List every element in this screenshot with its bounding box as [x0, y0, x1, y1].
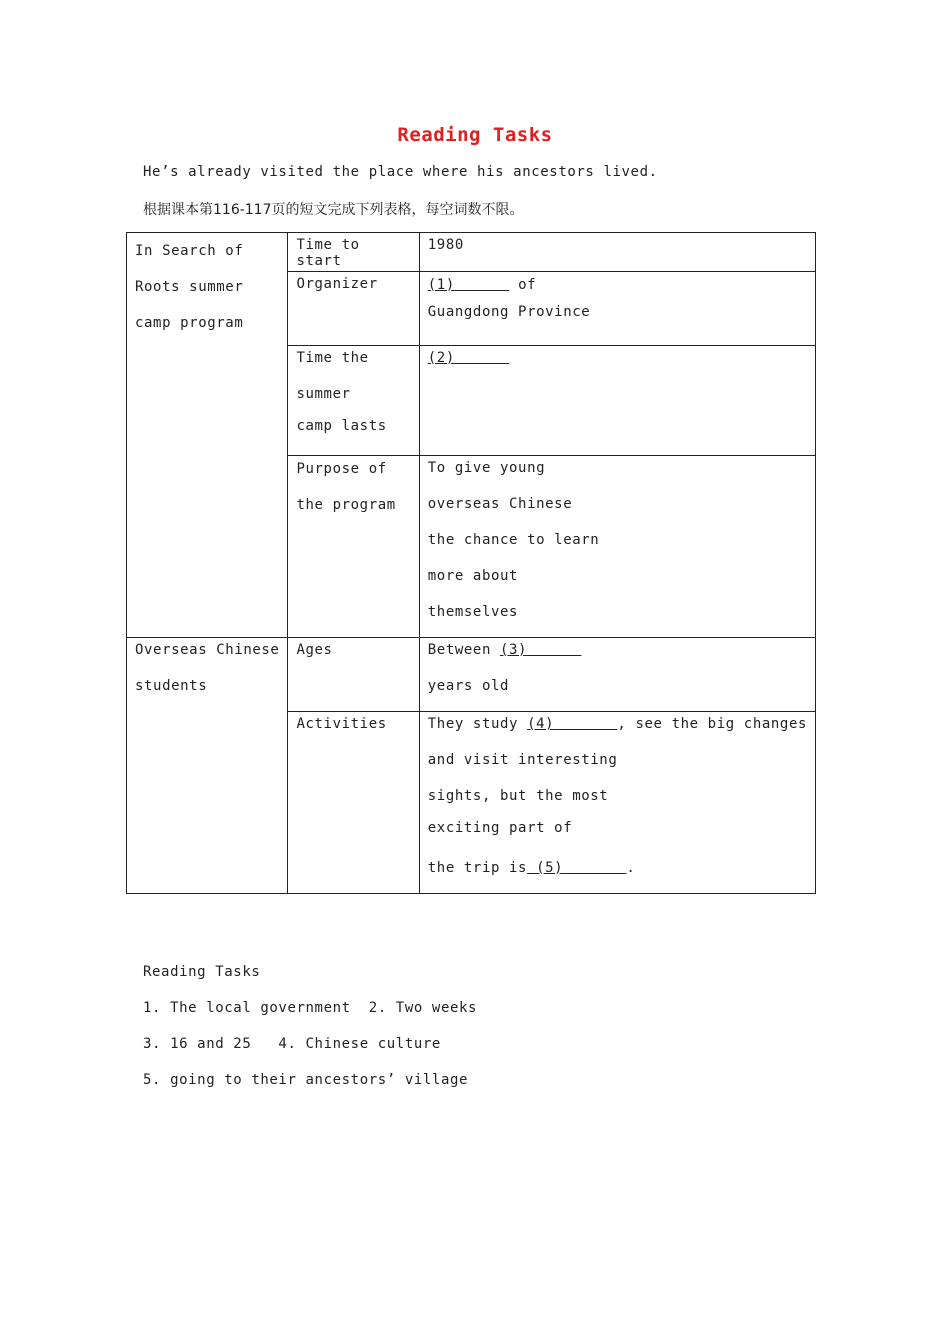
- blank-2[interactable]: (2): [427, 350, 455, 366]
- group-label-line: Roots summer: [135, 279, 244, 295]
- answers-line-3: 5. going to their ancestors’ village: [143, 1072, 469, 1088]
- time-to-start-value: 1980: [419, 233, 815, 272]
- ages-label: Ages: [288, 638, 419, 712]
- time-to-start-label: Time to start: [288, 233, 419, 272]
- answers-heading: Reading Tasks: [143, 964, 261, 980]
- group-label-line: In Search of: [135, 243, 244, 259]
- instruction-line: 根据课本第116-117页的短文完成下列表格，每空词数不限。: [143, 202, 524, 218]
- ages-value: Between (3) years old: [419, 638, 815, 712]
- intro-line: He’s already visited the place where his ancestors lived.: [143, 164, 658, 180]
- blank-5[interactable]: (5): [536, 860, 564, 876]
- group-label-students: Overseas Chinese students: [127, 638, 288, 894]
- duration-label: Time the summer camp lasts: [288, 346, 419, 456]
- answers-line-2: 3. 16 and 25 4. Chinese culture: [143, 1036, 441, 1052]
- answers-line-1: 1. The local government 2. Two weeks: [143, 1000, 478, 1016]
- blank-1[interactable]: (1): [427, 277, 455, 293]
- blank-3[interactable]: (3): [500, 642, 528, 658]
- activities-value: They study (4) , see the big changes and visit interesting sights, but the most exciting part of the trip is (5) .: [419, 712, 815, 894]
- purpose-value: To give young overseas Chinese the chance to learn more about themselves: [419, 456, 815, 638]
- group-label-line: camp program: [135, 315, 244, 331]
- organizer-line2: Guangdong Province: [427, 304, 591, 320]
- organizer-value: (1) of Guangdong Province: [419, 272, 815, 346]
- purpose-label: Purpose of the program: [288, 456, 419, 638]
- activities-label: Activities: [288, 712, 419, 894]
- group-label-roots-program: [127, 233, 288, 638]
- reading-task-table: [126, 232, 816, 894]
- document-title: Reading Tasks: [397, 124, 553, 146]
- duration-value: [419, 346, 815, 456]
- blank-4[interactable]: (4): [527, 716, 555, 732]
- organizer-label: Organizer: [288, 272, 419, 346]
